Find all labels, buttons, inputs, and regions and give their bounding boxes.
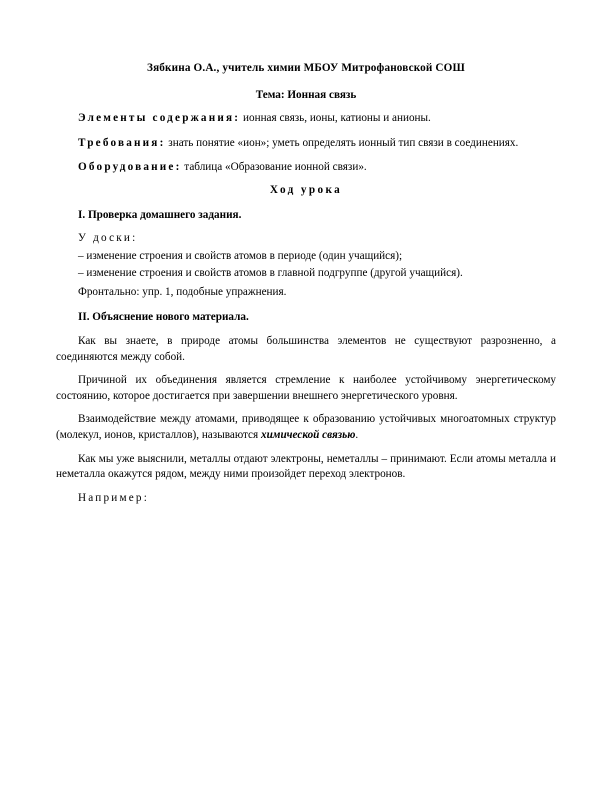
example-label-line: [56, 483, 556, 507]
section-two-paragraph-3: [56, 404, 556, 443]
section-one-heading: I. Проверка домашнего задания.: [78, 209, 242, 222]
requirements-label: Требования:: [78, 136, 166, 149]
board-item-2: – изменение строения и свойств атомов в главной подгруппе (другой учащийся).: [78, 267, 463, 280]
equipment-text: таблица «Образование ионной связи».: [181, 161, 367, 174]
board-label-line: [56, 224, 556, 247]
lesson-course-heading: Ход урока: [269, 183, 343, 196]
board-item-1: – изменение строения и свойств атомов в периоде (один учащийся);: [78, 249, 403, 262]
board-label: У доски:: [78, 231, 138, 244]
equipment-line: [56, 151, 556, 176]
content-elements-label: Элементы содержания:: [78, 112, 241, 124]
definition-text-before: Взаимодействие между атомами, приводящее к образованию устойчивых многоатомных структур (молекул, ионов, кристаллов), называются: [56, 413, 556, 441]
definition-text-after: .: [355, 428, 359, 441]
frontal-work-line: Фронтально: упр. 1, подобные упражнения.: [78, 285, 287, 298]
content-elements-line: [56, 102, 556, 127]
section-two-paragraph-2: Причиной их объединения является стремление к наиболее устойчивому энергетическому состоянию, которое достигается при завершении внешнего энергетического уровня.: [56, 374, 556, 402]
equipment-label: Оборудование:: [78, 161, 182, 174]
theme-heading: Тема: Ионная связь: [255, 89, 357, 101]
definition-term: химической связью: [260, 428, 356, 441]
section-two-heading: II. Объяснение нового материала.: [78, 311, 249, 324]
example-label: Например:: [78, 491, 150, 504]
section-two-paragraph-4: Как мы уже выяснили, металлы отдают электроны, неметаллы – принимают. Если атомы металла и неметалла окажутся рядом, между ними произойдет переход электронов.: [56, 452, 556, 481]
requirements-line: [56, 127, 556, 152]
author-heading: Зябкина О.А., учитель химии МБОУ Митрофановской СОШ: [147, 62, 465, 74]
section-two-paragraph-1: Как вы знаете, в природе атомы большинства элементов не существуют разрозненно, а соединяются между собой.: [56, 334, 556, 363]
requirements-text: знать понятие «ион»; уметь определять ионный тип связи в соединениях.: [165, 136, 519, 149]
content-elements-text: ионная связь, ионы, катионы и анионы.: [240, 112, 431, 124]
